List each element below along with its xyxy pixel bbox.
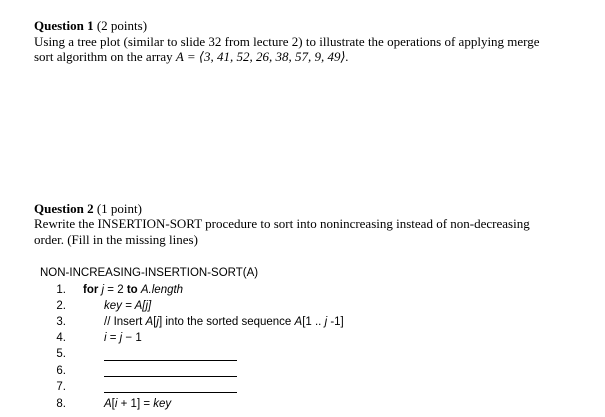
line-number: 3. xyxy=(56,316,66,328)
procedure-name: NON-INCREASING-INSERTION-SORT(A) xyxy=(40,267,259,279)
line-number: 6. xyxy=(56,365,66,377)
question-1-text-line-1: Using a tree plot (similar to slide 32 from lecture 2) to illustrate the operations of applying merge xyxy=(34,34,540,49)
question-1-text-line-2 xyxy=(34,49,349,64)
line-number: 7. xyxy=(56,381,66,393)
fill-in-blank[interactable] xyxy=(104,376,237,377)
line-number: 1. xyxy=(56,284,66,296)
code-line-text: key = A[j] xyxy=(104,300,152,312)
array-expression: A = ⟨3, 41, 52, 26, 38, 57, 9, 49⟩. xyxy=(175,49,349,64)
question-1-heading: Question 1 xyxy=(34,18,94,33)
code-line-text: A[i + 1] = key xyxy=(104,398,172,410)
question-2-text-line-1: Rewrite the INSERTION-SORT procedure to sort into nonincreasing instead of non-decreasing xyxy=(34,216,530,231)
line-number: 8. xyxy=(56,398,66,410)
question-2-header xyxy=(34,201,142,216)
question-1-points: (2 points) xyxy=(96,18,148,33)
question-2-heading: Question 2 xyxy=(34,201,94,216)
line-number: 2. xyxy=(56,300,66,312)
code-line-text: // Insert A[j] into the sorted sequence A[1 .. j -1] xyxy=(104,316,344,328)
question-2-points: (1 point) xyxy=(96,201,142,216)
line-number: 5. xyxy=(56,348,66,360)
code-line-text: i = j − 1 xyxy=(104,332,142,344)
question-1-header xyxy=(34,18,147,33)
fill-in-blank[interactable] xyxy=(104,392,237,393)
fill-in-blank[interactable] xyxy=(104,360,237,361)
code-line-text: for j = 2 to A.length xyxy=(83,284,184,296)
line-number: 4. xyxy=(56,332,66,344)
question-2-text-line-2: order. (Fill in the missing lines) xyxy=(34,232,198,247)
question-1-text-line-2-pre: sort algorithm on the array xyxy=(34,49,176,64)
